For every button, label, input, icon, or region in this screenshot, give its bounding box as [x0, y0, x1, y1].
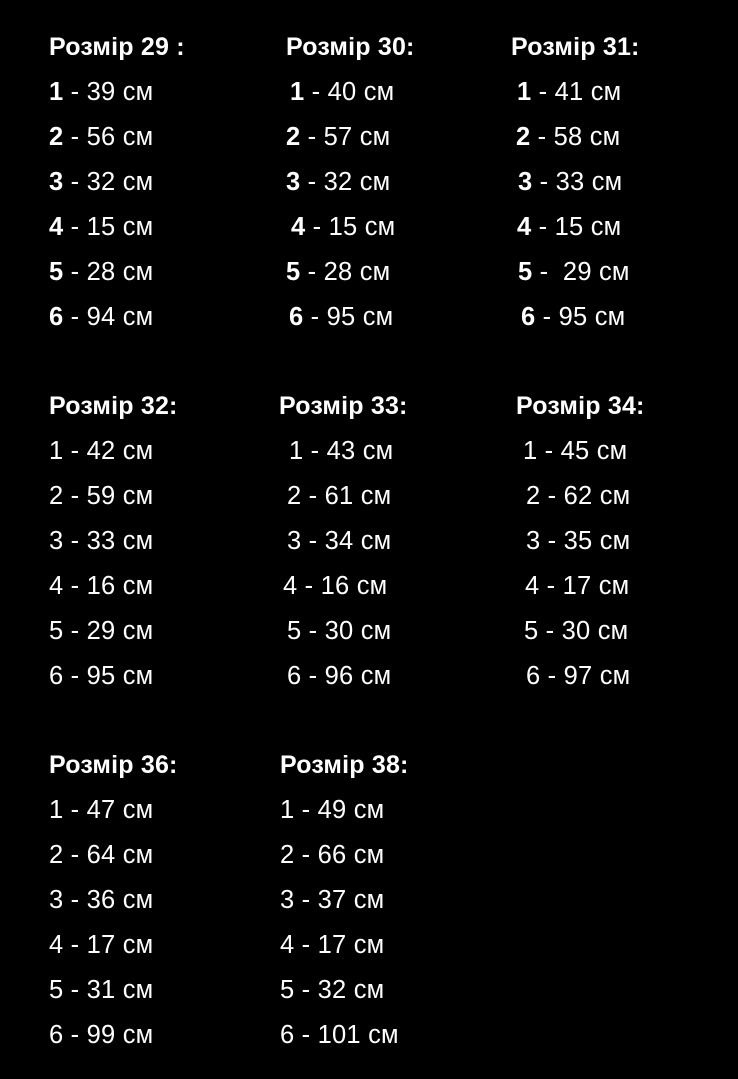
measure-row — [511, 302, 640, 332]
measure-value: - 41 см — [531, 78, 622, 106]
size-title: Розмір 36: — [49, 751, 178, 779]
measure-value: - 94 см — [63, 303, 154, 331]
measure-row — [280, 885, 409, 915]
size-title: Розмір 38: — [280, 751, 409, 779]
measure-number: 4 — [525, 572, 540, 600]
measure-value: - 30 см — [301, 617, 392, 645]
measure-row — [49, 257, 185, 287]
measure-number: 1 — [523, 437, 538, 465]
size-title: Розмір 34: — [516, 392, 645, 420]
size-title: Розмір 31: — [511, 33, 640, 61]
measure-number: 3 — [49, 886, 64, 914]
measure-number: 2 — [49, 841, 64, 869]
measure-value: - 58 см — [530, 123, 621, 151]
measure-number: 4 — [291, 213, 306, 241]
measure-number: 2 — [287, 482, 302, 510]
measure-value: - 37 см — [294, 886, 385, 914]
measure-number: 4 — [49, 931, 64, 959]
measure-row — [279, 481, 408, 511]
measure-number: 6 — [49, 303, 64, 331]
measure-number: 3 — [287, 527, 302, 555]
measure-row — [279, 661, 408, 691]
measure-number: 3 — [49, 527, 64, 555]
measure-value: - 33 см — [63, 527, 154, 555]
measure-row — [49, 571, 178, 601]
measure-value: - 62 см — [540, 482, 631, 510]
measure-row — [280, 840, 409, 870]
measure-number: 4 — [49, 572, 64, 600]
measure-number: 6 — [49, 662, 64, 690]
measure-number: 2 — [49, 482, 64, 510]
measure-value: - 95 см — [303, 303, 394, 331]
measure-value: - 66 см — [294, 841, 385, 869]
measure-value: - 64 см — [63, 841, 154, 869]
measure-value: - 15 см — [305, 213, 396, 241]
measure-row — [516, 661, 645, 691]
size-block-38 — [280, 750, 409, 1050]
measure-number: 6 — [49, 1021, 64, 1049]
measure-number: 5 — [280, 976, 295, 1004]
measure-number: 1 — [290, 78, 305, 106]
measure-number: 5 — [524, 617, 539, 645]
measure-number: 6 — [526, 662, 541, 690]
measure-row — [49, 302, 185, 332]
measure-number: 2 — [516, 123, 531, 151]
measure-row — [511, 257, 640, 287]
measure-row — [49, 795, 178, 825]
measure-row — [286, 302, 415, 332]
measure-number: 4 — [49, 213, 64, 241]
measure-value: - 39 см — [63, 78, 154, 106]
measure-value: - 61 см — [301, 482, 392, 510]
size-block-29 — [49, 32, 185, 332]
measure-row — [511, 212, 640, 242]
measure-value: - 17 см — [63, 931, 154, 959]
measure-number: 2 — [49, 123, 64, 151]
measure-number: 3 — [280, 886, 295, 914]
size-block-31 — [511, 32, 640, 332]
measure-value: - 95 см — [63, 662, 154, 690]
measure-number: 5 — [49, 258, 64, 286]
measure-value: - 99 см — [63, 1021, 154, 1049]
size-block-34 — [516, 391, 645, 691]
measure-value: - 43 см — [303, 437, 394, 465]
measure-value: - 57 см — [300, 123, 391, 151]
measure-row — [49, 77, 185, 107]
measure-value: - 28 см — [63, 258, 154, 286]
measure-value: - 40 см — [304, 78, 395, 106]
measure-number: 2 — [286, 123, 301, 151]
measure-row — [511, 77, 640, 107]
measure-number: 3 — [518, 168, 533, 196]
measure-value: - 15 см — [531, 213, 622, 241]
measure-row — [286, 122, 415, 152]
measure-row — [516, 481, 645, 511]
measure-row — [511, 122, 640, 152]
size-title: Розмір 33: — [279, 392, 408, 420]
measure-row — [49, 167, 185, 197]
measure-row — [286, 167, 415, 197]
measure-value: - 36 см — [63, 886, 154, 914]
measure-value: - 31 см — [63, 976, 154, 1004]
measure-row — [286, 212, 415, 242]
measure-row — [286, 77, 415, 107]
measure-value: - 28 см — [300, 258, 391, 286]
measure-number: 5 — [49, 617, 64, 645]
measure-number: 4 — [283, 572, 298, 600]
measure-number: 4 — [280, 931, 295, 959]
measure-number: 2 — [280, 841, 295, 869]
size-block-32 — [49, 391, 178, 691]
measure-row — [49, 661, 178, 691]
size-title: Розмір 32: — [49, 392, 178, 420]
measure-number: 6 — [287, 662, 302, 690]
measure-row — [511, 167, 640, 197]
measure-number: 5 — [287, 617, 302, 645]
size-title: Розмір 30: — [286, 33, 415, 61]
measure-number: 1 — [49, 437, 64, 465]
measure-row — [279, 436, 408, 466]
measure-row — [49, 616, 178, 646]
measure-row — [49, 122, 185, 152]
measure-row — [49, 885, 178, 915]
measure-value: - 30 см — [538, 617, 629, 645]
measure-value: - 32 см — [294, 976, 385, 1004]
measure-row — [280, 975, 409, 1005]
measure-value: - 16 см — [63, 572, 154, 600]
measure-row — [516, 526, 645, 556]
size-block-30 — [286, 32, 415, 332]
measure-number: 1 — [517, 78, 532, 106]
measure-row — [49, 526, 178, 556]
size-block-36 — [49, 750, 178, 1050]
measure-row — [49, 212, 185, 242]
measure-value: - 33 см — [532, 168, 623, 196]
measure-row — [279, 616, 408, 646]
measure-row — [49, 481, 178, 511]
measure-value: - 29 см — [532, 258, 630, 286]
measure-value: - 56 см — [63, 123, 154, 151]
measure-number: 3 — [526, 527, 541, 555]
measure-number: 6 — [521, 303, 536, 331]
measure-value: - 97 см — [540, 662, 631, 690]
measure-value: - 35 см — [540, 527, 631, 555]
measure-value: - 17 см — [539, 572, 630, 600]
measure-value: - 49 см — [294, 796, 385, 824]
measure-value: - 32 см — [63, 168, 154, 196]
measure-number: 6 — [280, 1021, 295, 1049]
measure-value: - 42 см — [63, 437, 154, 465]
measure-row — [280, 795, 409, 825]
measure-number: 5 — [49, 976, 64, 1004]
measure-value: - 95 см — [535, 303, 626, 331]
measure-value: - 59 см — [63, 482, 154, 510]
measure-value: - 101 см — [294, 1021, 399, 1049]
measure-value: - 16 см — [297, 572, 388, 600]
measure-row — [49, 1020, 178, 1050]
measure-number: 6 — [289, 303, 304, 331]
measure-row — [49, 436, 178, 466]
measure-row — [286, 257, 415, 287]
measure-number: 1 — [289, 437, 304, 465]
measure-number: 2 — [526, 482, 541, 510]
size-title: Розмір 29 : — [49, 33, 185, 61]
measure-value: - 34 см — [301, 527, 392, 555]
measure-row — [516, 616, 645, 646]
measure-value: - 29 см — [63, 617, 154, 645]
measure-row — [49, 930, 178, 960]
measure-value: - 15 см — [63, 213, 154, 241]
measure-number: 1 — [280, 796, 295, 824]
measure-number: 1 — [49, 796, 64, 824]
measure-row — [49, 840, 178, 870]
measure-value: - 17 см — [294, 931, 385, 959]
measure-row — [516, 571, 645, 601]
measure-number: 4 — [517, 213, 532, 241]
measure-value: - 45 см — [537, 437, 628, 465]
measure-row — [516, 436, 645, 466]
measure-row — [279, 571, 408, 601]
measure-number: 3 — [49, 168, 64, 196]
measure-value: - 96 см — [301, 662, 392, 690]
measure-row — [280, 1020, 409, 1050]
measure-value: - 47 см — [63, 796, 154, 824]
measure-number: 5 — [286, 258, 301, 286]
measure-number: 3 — [286, 168, 301, 196]
measure-row — [279, 526, 408, 556]
measure-number: 1 — [49, 78, 64, 106]
measure-row — [280, 930, 409, 960]
size-block-33 — [279, 391, 408, 691]
measure-value: - 32 см — [300, 168, 391, 196]
measure-row — [49, 975, 178, 1005]
measure-number: 5 — [518, 258, 533, 286]
